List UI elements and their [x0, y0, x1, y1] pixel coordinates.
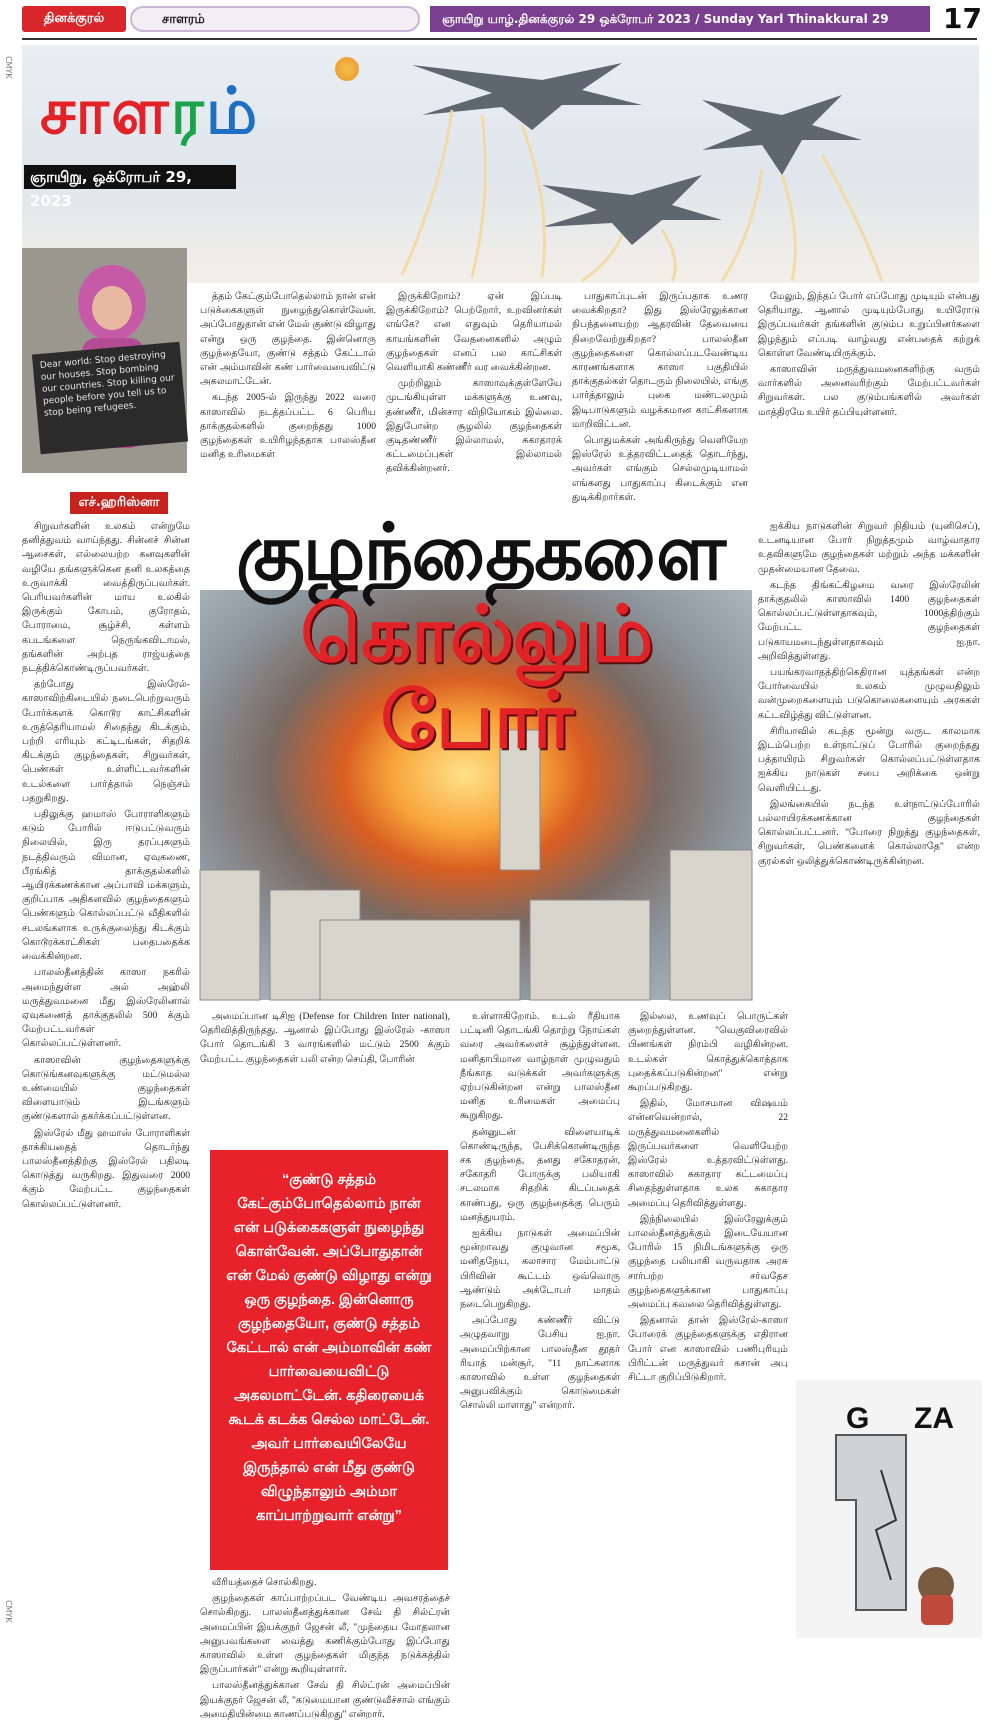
- headline-line2: கொல்லும் போர்: [300, 590, 652, 766]
- column-5-main: [758, 520, 980, 1378]
- column-3-top: [386, 290, 562, 505]
- header-rule: [22, 38, 977, 40]
- masthead-sun-icon: [335, 57, 359, 81]
- section-masthead: [40, 75, 259, 157]
- col4b-paragraph: இல்லை, உணவுப் பொருட்கள் குறைந்துள்ளன. "வெகுவிரைவில் பிணங்கள் நிரம்பி வழிகின்றன. உடல்கள் கொத்துக்கொத்தாக புதைக்கப்படுகின்றன" என்று கூறப்படுகிறது.: [628, 1011, 788, 1094]
- cmyk-mark-bottom: CMYK: [4, 1600, 13, 1623]
- col1-paragraph: இஸ்ரேல் மீது ஹமாஸ் போராளிகள் தாக்கியதைத் தொடர்ந்து பாலஸ்தீனத்திற்கு இஸ்ரேல் பதிலடி கொடுத்து வருகிறது. இதுவரை 2000 க்கும் மேற்பட்ட குழந்தைகள் கொல்லப்பட்டுள்ளனர்.: [22, 1127, 190, 1210]
- author-byline: எச்.ஹரிஸ்னா: [70, 492, 168, 514]
- col4b-paragraph: இதனால் தான் இஸ்ரேல்-காஸா போரைக் குழந்தைகளுக்கு எதிரான போர் என காஸாவில் பணிபுரியும் பிரிட்டன் மருத்துவர் கசான் அபு சிட்டா குறிப்பிடுகிறார்.: [628, 1315, 788, 1384]
- col2c-paragraph: பாலஸ்தீனத்துக்கான சேவ் தி சில்ட்ரன் அமைப்பின் இயக்குநர் ஜேசன் லீ, "கடுமையான குண்டுவீச்சால் எங்கும் அமைதியின்மை காணப்படுகிறது" என்றார்.: [200, 1680, 450, 1720]
- column-4-lower: [628, 1010, 788, 1638]
- column-3-lower: [460, 1010, 620, 1638]
- col2c-paragraph: குழந்தைகள் காப்பாற்றப்பட வேண்டிய அவசரத்தைச் சொல்கிறது. பாலஸ்தீனத்துக்கான சேவ் தி சில்ட்ரன் அமைப்பின் இயக்குநர் ஜேசன் லீ, "முந்தைய மோதலான அனுபவங்களை வைத்து கணிக்கும்போது இப்போது காஸாவில் உள்ள குழந்தைகள் மிகுந்த நடுக்கத்தில் இருப்பார்கள்" என்று கூறியுள்ளார்.: [200, 1593, 450, 1676]
- jet-shapes: [412, 63, 862, 245]
- col5a-paragraph: மேலும், இந்தப் போர் எப்போது முடியும் என்பது தெரியாது. ஆனால் முடியும்போது உயிரோடு இருப்பவர்கள் தங்களின் குடும்ப உறுப்பினர்களை இழந்தும் எப்படி வாழ்வது என்பதைக் கற்றுக் கொள்ள வேண்டியிருக்கும்.: [758, 291, 980, 359]
- col3a-paragraph: இருக்கிறோம்? ஏன் இப்படி இருக்கிறோம்? பெற்றோர், உறவினர்கள் எங்கே? என எதுவும் தெரியாமல் காயங்களின் வேதனைகளில் அழும் குழந்தைகள் எனப் பல காட்சிகள் வெளியாகி கண்ணீர் வர வைக்கின்றன.: [386, 291, 562, 374]
- masthead-part1: சா: [40, 75, 111, 149]
- column-2-lower: [200, 1010, 450, 1140]
- section-tab[interactable]: [130, 6, 420, 32]
- column-5-top: [758, 290, 980, 516]
- masthead-part3: ர: [170, 75, 206, 149]
- col1-paragraph: தற்போது இஸ்ரேல்-காஸாவிற்கிடையில் நடைபெற்றுவரும் போர்க்களக் கொடூர காட்சிகளின் உருத்தெரியாமல் சிதைந்து கிடக்கும், பற்றி எரியும் கட்டிடங்கள், சிதறிக் கிடக்கும் குழந்தைகள், சிறுவர்கள், பெண்கள் உள்ளிட்டவர்களின் உடல்களை பார்த்தால் நெஞ்சம் பதறுகிறது.: [22, 679, 190, 804]
- cartoon-letter-g: G: [846, 1402, 870, 1435]
- col3b-paragraph: அப்போது கண்ணீர் விட்டு அழுதவாறு பேசிய ஐ.நா. அமைப்பிற்கான பாலஸ்தீன தூதர் ரியாத் மன்சூர், "11 நாட்களாக காஸாவில் உள்ள குழந்தைகள் அனுபவிக்கும் கொடுமைகள் சொல்லி மாளாது" என்றார்.: [460, 1315, 620, 1412]
- col4b-paragraph: இதில், மோசமான விஷயம் என்னவென்றால், 22 மருத்துவமனைகளில் இருப்பவர்களை வெளியேற்ற இஸ்ரேல் உத்தரவிட்டுள்ளது. காஸாவில் சுகாதார கட்டமைப்பு சிதைந்துள்ளதாக உலக சுகாதார அமைப்பு தெரிவித்துள்ளது.: [628, 1098, 788, 1209]
- column-2-top: [200, 290, 376, 505]
- col2a-paragraph: கடந்த 2005-ல் இருந்து 2022 வரை காஸாவில் நடத்தப்பட்ட 6 பெரிய தாக்குதல்களில் குறைந்தது 1000 குழந்தைகள் உயிரிழந்ததாக பாலஸ்தீன மனித உரிமைகள்: [200, 392, 376, 461]
- col5a-paragraph: காஸாவின் மருத்துவமனைகளிற்கு வரும் வார்களில் அனைவரிற்கும் மேற்பட்டவர்கள் சிறுவர்கள். பல குடும்பங்களில் அவர்கள் மாத்திரமே உயிர் தப்பியுள்ளனர்.: [758, 364, 980, 418]
- masthead-part4: ம்: [205, 75, 260, 149]
- cartoon-letters-za: ZA: [914, 1402, 954, 1435]
- col3b-paragraph: ஐக்கிய நாடுகள் அமைப்பின் மூன்றாவது குழுவான சமூக, மனிதநேய, கலாசார மேம்பாட்டு பிரிவின் கூட்டம் ஒவ்வொரு ஆண்டும் அக்டோபர் மாதம் நடைபெறுகிறது.: [460, 1228, 620, 1311]
- gaza-cartoon-art: [796, 1380, 982, 1638]
- col1-paragraph: பதிலுக்கு ஹமாஸ் போராளிகளும் கடும் போரில் ஈடுபட்டுவரும் நிலையில், இரு தரப்புகளும் நடத்திவரும் விமான, ஏவுகணை, பீரங்கித் தாக்குதல்களில் ஆயிரக்கணக்கான அப்பாவி மக்களும், குறிப்பாக அதிகளவில் குழந்தைகளும் பெண்களும் கொல்லப்பட்டு வீதிகளில் சடலங்களாக உருக்குலைந்து கிடக்கும் கொடூரக்காட்சிகள் பதைபதைக்க வைக்கின்றன.: [22, 809, 190, 963]
- col4a-paragraph: பாதுகாப்புடன் இருப்பதாக உணர வைக்கிறதா? இது இஸ்ரேலுக்கான நிபந்தனையற்ற ஆதரவின் தேவையை நிறைவேற்றுகிறதா? பாலஸ்தீன குழந்தைகளை கொல்லப்படவேண்டிய காரணங்களாக காஸா பகுதியில் தாக்குதல்கள் தொடரும் நிலையில், எங்கு பார்த்தாலும் புகை மண்டலமும் இடிபாடுகளும் வழக்கமான காட்சிகளாக மாறிவிட்டன.: [572, 291, 748, 430]
- date-ribbon: ஞாயிறு யாழ்.தினக்குரல் 29 ஒக்ரோபர் 2023 / Sunday Yarl Thinakkural 29: [430, 6, 930, 32]
- section-label: சாளரம்: [162, 12, 205, 27]
- page-number: 17: [943, 2, 982, 35]
- col4a-paragraph: பொதுமக்கள் அங்கிருந்து வெளியேற இஸ்ரேல் உத்தரவிட்டதைத் தொடர்ந்து, அவர்கள் எங்கும் செல்லமுடியாமல் எங்களது பாதுகாப்பு கிடைக்கும் என துடிக்கிறார்கள்.: [572, 435, 748, 503]
- col3b-paragraph: தன்னுடன் விளையாடிக் கொண்டிருந்த, பேசிக்கொண்டிருந்த சக குழந்தை, தனது சகோதரன், சகோதரி போருக்கு பலியாகி சடலமாக சிதறிக் கிடப்பதைக் காண்பது, ஒரு குழந்தைக்கு பெரும் மனத்துயரம்.: [460, 1126, 620, 1223]
- protest-sign: Dear world: Stop destroying our houses. Stop bombing our countries. Stop killing our people before you tell us to stop being refugees.: [32, 342, 188, 455]
- gaza-cartoon: [796, 1380, 982, 1638]
- col5b-paragraph: இலங்கையில் நடந்த உள்நாட்டுப்போரில் பல்லாயிரக்கணக்கான குழந்தைகள் கொல்லப்பட்டனர். "போரை நிறுத்து குழந்தைகள், சிறுவர்கள், பெண்களைக் கொல்லாதே" என்ற குரல்கள் ஒலித்துக்கொண்டிருக்கின்றன.: [758, 798, 980, 867]
- col5b-paragraph: சிரியாவில் கடந்த மூன்று வருட காலமாக இடம்பெற்ற உள்நாட்டுப் போரில் குறைந்தது பத்தாயிரம் சிறுவர்கள் கொல்லப்பட்டுள்ளதாக ஐக்கிய நாடுகள் சபை அறிக்கை ஒன்று வெளியிட்டது.: [758, 725, 980, 794]
- col2c-paragraph: வீரியத்தைச் சொல்கிறது.: [212, 1577, 317, 1588]
- col3b-paragraph: உள்ளாகிறோம். உடல் ரீதியாக பட்டினி தொடங்கி தொற்று நோய்கள் வரை அவர்களைச் சூழ்ந்துள்ளன. மனிதாபிமான வாழ்நாள் முழுவதும் நீங்காத வடுக்கள் அவர்களுக்கு ஏற்படுகின்றன என்று பாலஸ்தீன மனித உரிமைகள் அமைப்பு கூறுகிறது.: [460, 1011, 620, 1122]
- col1-paragraph: பாலஸ்தீனத்தின் காஸா நகரில் அமைந்துள்ள அல் அஹ்லி மருத்துவமனை மீது இஸ்ரேலினால் ஏவுகணைத் தாக்குதலில் 500 க்கும் மேற்பட்டவர்கள் கொல்லப்பட்டுள்ளனர்.: [22, 967, 190, 1050]
- col3a-paragraph: முற்றிலும் காஸாவுக்குள்ளேயே முடங்கியுள்ள மக்களுக்கு உணவு, தண்ணீர், மின்சார விநியோகம் இல்லை. இதுபோன்ற சூழலில் குழந்தைகள் குடிதண்ணீர் இல்லாமல், சுகாதாரக் கட்டமைப்புகள் இல்லாமல் தவிக்கின்றனர்.: [386, 378, 562, 475]
- column-1: [22, 520, 190, 1638]
- masthead-date: ஞாயிறு, ஒக்ரோபர் 29, 2023: [24, 165, 236, 189]
- col1-paragraph: காஸாவின் குழந்தைகளுக்கு கொடுங்கனவுகளுக்கு மட்டுமல்ல உண்மையில் குழந்தைகள் விளையாடும் இடங்களும் குண்டுகளால் தகர்க்கப்பட்டுள்ளன.: [22, 1054, 190, 1123]
- col4b-paragraph: இந்நிலையில் இஸ்ரேலுக்கும் பாலஸ்தீனத்துக்கும் இடையேயான போரில் 15 நிமிடங்களுக்கு ஒரு குழந்தை பலியாகி வருவதாக அரசு சார்பற்ற சர்வதேச குழந்தைகளுக்கான பாதுகாப்பு அமைப்பு கவலை தெரிவித்துள்ளது.: [628, 1213, 788, 1311]
- col2b-paragraph: அமைப்பான டிசிஐ (Defense for Children Inter national), தெரிவித்திருந்தது. ஆனால் இப்போது இஸ்ரேல் -காஸா போர் தொடங்கி 3 வாரங்களில் மட்டும் 2500 க்கும் மேற்பட்ட குழந்தைகள் பலி என்ற செய்தி, போரின்: [200, 1011, 450, 1065]
- newspaper-logo[interactable]: தினக்குரல்: [22, 6, 126, 32]
- col1-paragraph: சிறுவர்களின் உலகம் என்றுமே தனித்துவம் வாய்ந்தது. சின்னச் சின்ன ஆசைகள், எல்லையற்ற கனவுகளின் வழியே தங்களுக்கென தனி உலகத்தை உருவாக்கி வைத்திருப்பவர்கள். பெரியவர்களின் மாய உலகில் இருக்கும் கோபம், குரோதம், போராமை, சூழ்ச்சி, கள்ளம் கபடங்களை நெருங்கவிடாமல், தங்களின் அற்புத ராஜ்யத்தை நடத்திக்கொண்டிருப்பவர்கள்.: [22, 521, 190, 675]
- masthead-part2: ள: [110, 75, 171, 149]
- col5b-paragraph: ஐக்கிய நாடுகளின் சிறுவர் நிதியம் (யுனிசெப்), உடனடியான போர் நிறுத்தமும் வாழ்வாதார உதவிகளுமே குழந்தைகள் மற்றும் அந்த மக்களின் முதன்மையான தேவை.: [758, 521, 980, 575]
- col5b-paragraph: கடந்த திங்கட்கிழமை வரை இஸ்ரேலின் தாக்குதலில் காஸாவில் 1400 குழந்தைகள் கொல்லப்பட்டுள்ளதாகவும், 1000த்திற்கும் மேற்பட்ட குழந்தைகள் படுகாயமடைந்துள்ளதாகவும் ஐ.நா. அறிவித்துள்ளது.: [758, 579, 980, 662]
- headline-line1: குழந்தைகளை: [235, 508, 725, 598]
- column-4-top: [572, 290, 748, 505]
- col5b-paragraph: பயங்கரவாதத்திற்கெதிரான யுத்தங்கள் என்ற போர்வையில் உலகம் முழுவதிலும் வன்முறைகளையும் படுகொலைகளையும் அரசுகள் கட்டவிழ்த்து விட்டுள்ளன.: [758, 667, 980, 721]
- column-2-bottom: [200, 1576, 450, 1720]
- pull-quote: “குண்டு சத்தம் கேட்கும்போதெல்லாம் நான் என் படுக்கைகளுள் நுழைந்து கொள்வேன். அப்போதுதான் என் மேல் குண்டு விழாது என்று ஒரு குழந்தை. இன்னொரு குழந்தையோ, குண்டு சத்தம் கேட்டால் என் அம்மாவின் கண் பார்வையைவிட்டு அகலமாட்டேன். கதிரையைக் கூடக் கடக்க செல்ல மாட்டேன். அவர் பார்வையிலேயே இருந்தால் என் மீது குண்டு விழுந்தாலும் அம்மா காப்பாற்றுவார் என்று”: [210, 1150, 448, 1570]
- cmyk-mark-top: CMYK: [4, 56, 13, 79]
- col2a-paragraph: த்தம் கேட்கும்போதெல்லாம் நான் என் படுக்கைகளுள் நுழைந்துகொள்வேன். அப்போதுதான் என் மேல் குண்டு விழாது என்று ஒரு குழந்தை. இன்னொரு குழந்தையோ, குண்டு சத்தம் கேட்டால் என் அம்மாவின் கண் பார்வையைவிட்டு அகலமாட்டேன்.: [200, 291, 376, 388]
